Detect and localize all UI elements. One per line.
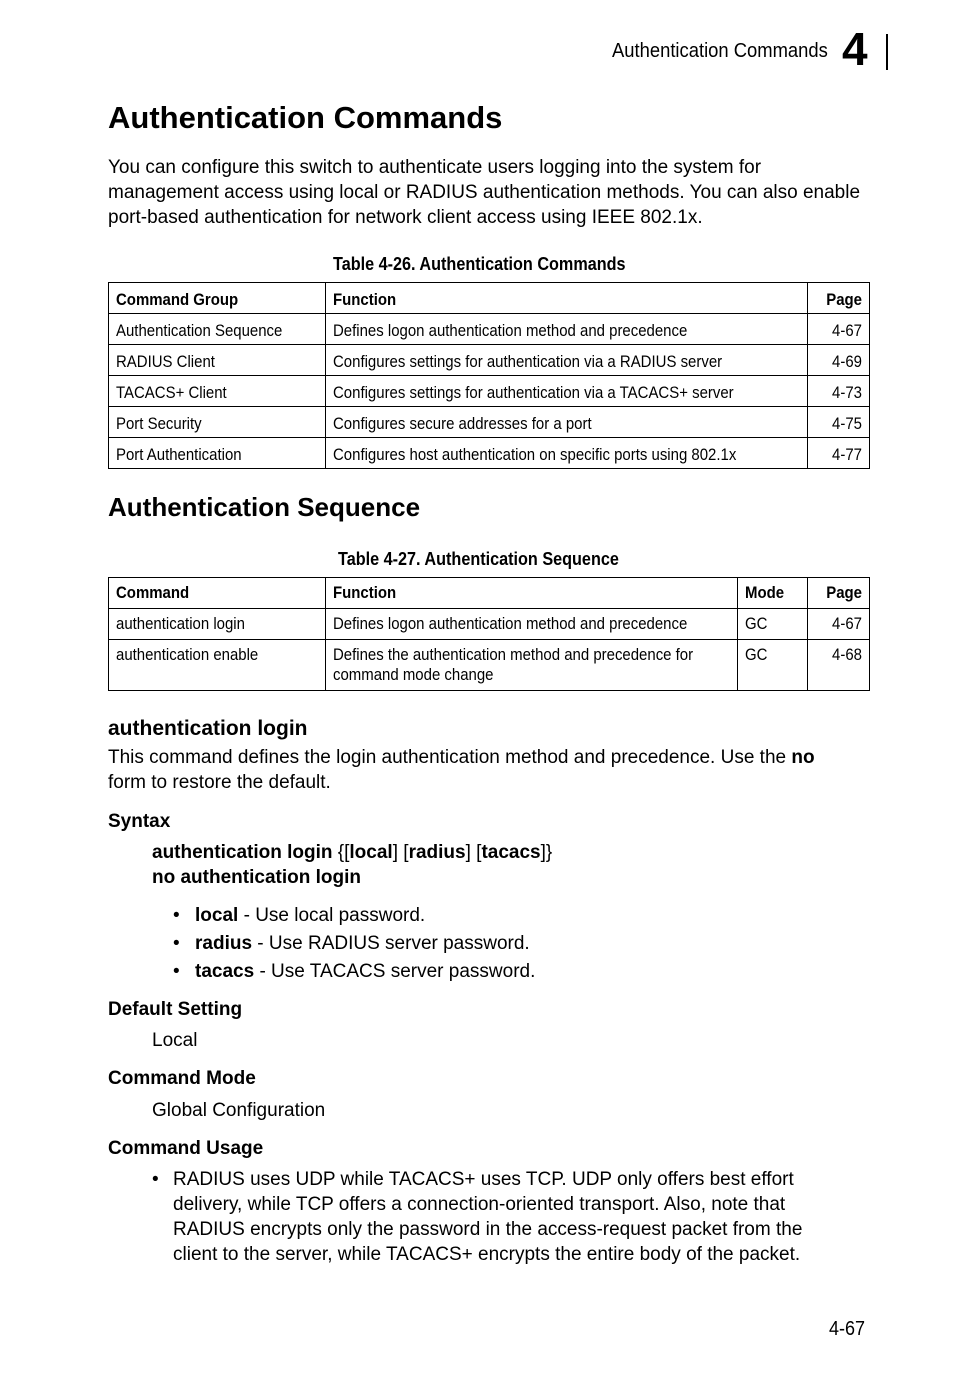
header-cell: Command bbox=[109, 578, 326, 609]
header-cell: Page bbox=[808, 283, 870, 314]
table-cell: 4-68 bbox=[808, 640, 870, 691]
table-cell: GC bbox=[738, 640, 808, 691]
table-cell: Defines the authentication method and precedence for command mode change bbox=[326, 640, 738, 691]
command-usage-heading: Command Usage bbox=[108, 1138, 264, 1159]
table-cell: Configures settings for authentication via a TACACS+ server bbox=[326, 376, 808, 407]
table-cell: 4-73 bbox=[808, 376, 870, 407]
page-number: 4-67 bbox=[829, 1318, 866, 1340]
chapter-number: 4 bbox=[842, 23, 867, 75]
usage-list-item: • RADIUS uses UDP while TACACS+ uses TCP. UDP only offers best effort delivery, while TCP offers a connection-oriented transport. Also, note that RADIUS encrypts only the password in the access-request packet from the client to the server, while TACACS+ encrypts the entire body of the packet. bbox=[152, 1169, 803, 1265]
command-title: authentication login bbox=[108, 717, 308, 740]
parameter-list bbox=[173, 902, 535, 986]
syntax-heading: Syntax bbox=[108, 811, 171, 832]
header-cell: Function bbox=[326, 578, 738, 609]
table-row bbox=[109, 640, 870, 691]
authentication-commands-table bbox=[108, 282, 870, 469]
table-header-row bbox=[109, 283, 870, 314]
table-cell: Authentication Sequence bbox=[109, 314, 326, 345]
command-mode-value: Global Configuration bbox=[152, 1100, 326, 1121]
table-cell: Port Security bbox=[109, 407, 326, 438]
table-cell: Configures settings for authentication via a RADIUS server bbox=[326, 345, 808, 376]
header-cell: Mode bbox=[738, 578, 808, 609]
table-row bbox=[109, 438, 870, 469]
header-cell: Function bbox=[326, 283, 808, 314]
authentication-sequence-table bbox=[108, 577, 870, 691]
table-cell: Configures secure addresses for a port bbox=[326, 407, 808, 438]
list-item: • local - Use local password. bbox=[173, 905, 426, 926]
command-description: This command defines the login authentication method and precedence. Use the no form to restore the default. bbox=[108, 747, 815, 793]
table-row bbox=[109, 407, 870, 438]
command-mode-heading: Command Mode bbox=[108, 1068, 256, 1089]
table-cell: 4-77 bbox=[808, 438, 870, 469]
table-cell: 4-69 bbox=[808, 345, 870, 376]
syntax-no-form: no authentication login bbox=[152, 867, 361, 888]
table-header-row bbox=[109, 578, 870, 609]
header-cell: Command Group bbox=[109, 283, 326, 314]
table-cell: 4-67 bbox=[808, 609, 870, 640]
intro-paragraph: You can configure this switch to authenticate users logging into the system for management access using local or RADIUS authentication methods. You can also enable port-based authentication for network client access using IEEE 802.1x. bbox=[108, 157, 861, 228]
list-item: • radius - Use RADIUS server password. bbox=[173, 933, 530, 954]
table-cell: TACACS+ Client bbox=[109, 376, 326, 407]
table-caption: Table 4-26. Authentication Commands bbox=[333, 254, 626, 274]
table-cell: Configures host authentication on specific ports using 802.1x bbox=[326, 438, 808, 469]
table-cell: Defines logon authentication method and precedence bbox=[326, 314, 808, 345]
header-cell: Page bbox=[808, 578, 870, 609]
section-title: Authentication Sequence bbox=[108, 492, 421, 522]
table-cell: 4-67 bbox=[808, 314, 870, 345]
running-header-title: Authentication Commands bbox=[612, 40, 828, 62]
table-cell: Port Authentication bbox=[109, 438, 326, 469]
default-setting-heading: Default Setting bbox=[108, 999, 243, 1020]
page-title: Authentication Commands bbox=[108, 100, 503, 135]
default-setting-value: Local bbox=[152, 1030, 198, 1051]
table-row bbox=[109, 376, 870, 407]
syntax-line: authentication login {[local] [radius] [tacacs]} bbox=[152, 842, 553, 863]
table-row bbox=[109, 314, 870, 345]
table-cell: GC bbox=[738, 609, 808, 640]
table-cell: authentication enable bbox=[109, 640, 326, 691]
chapter-marker-bar bbox=[886, 34, 888, 70]
table-cell: Defines logon authentication method and precedence bbox=[326, 609, 738, 640]
table-cell: 4-75 bbox=[808, 407, 870, 438]
bullet: • bbox=[152, 1169, 159, 1190]
table-cell: authentication login bbox=[109, 609, 326, 640]
table-row bbox=[109, 609, 870, 640]
table-caption: Table 4-27. Authentication Sequence bbox=[338, 549, 619, 569]
list-item: • tacacs - Use TACACS server password. bbox=[173, 961, 536, 982]
table-cell: RADIUS Client bbox=[109, 345, 326, 376]
table-row bbox=[109, 345, 870, 376]
